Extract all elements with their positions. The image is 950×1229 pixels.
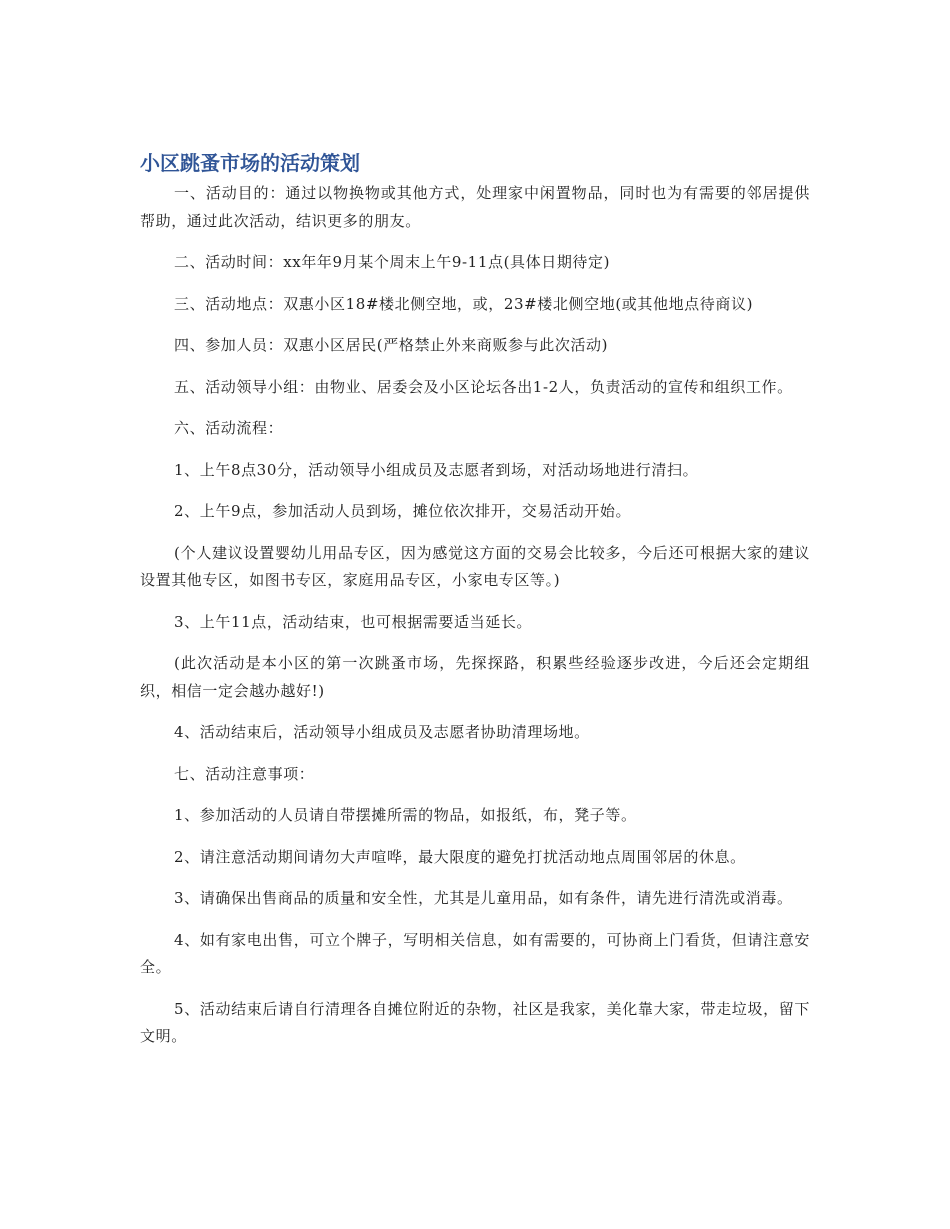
paragraph-purpose: 一、活动目的：通过以物换物或其他方式，处理家中闲置物品，同时也为有需要的邻居提供帮助，通过此次活动，结识更多的朋友。 [140,184,810,230]
paragraph-process-note-2: (此次活动是本小区的第一次跳蚤市场，先探探路，积累些经验逐步改进，今后还会定期组织，相信一定会越办越好!) [140,654,810,700]
paragraph-process-step-2: 2、上午9点，参加活动人员到场，摊位依次排开，交易活动开始。 [174,502,632,520]
paragraph-location: 三、活动地点：双惠小区18#楼北侧空地，或，23#楼北侧空地(或其他地点待商议) [174,294,754,313]
paragraph-notes-heading: 七、活动注意事项： [174,764,315,783]
paragraph-note-5: 5、活动结束后请自行清理各自摊位附近的杂物，社区是我家，美化靠大家，带走垃圾，留下文明。 [140,999,810,1045]
paragraph-participants: 四、参加人员：双惠小区居民(严格禁止外来商贩参与此次活动) [174,336,609,354]
paragraph-leadership: 五、活动领导小组：由物业、居委会及小区论坛各出1-2人，负责活动的宣传和组织工作。 [174,377,793,396]
document-page [140,148,810,1065]
paragraph-note-2: 2、请注意活动期间请勿大声喧哗，最大限度的避免打扰活动地点周围邻居的休息。 [174,847,746,866]
paragraph-time: 二、活动时间：xx年年9月某个周末上午9-11点(具体日期待定) [174,253,611,271]
paragraph-note-3: 3、请确保出售商品的质量和安全性，尤其是儿童用品，如有条件，请先进行清洗或消毒。 [174,889,793,907]
paragraph-process-step-1: 1、上午8点30分，活动领导小组成员及志愿者到场，对活动场地进行清扫。 [174,460,699,479]
paragraph-note-4: 4、如有家电出售，可立个牌子，写明相关信息，如有需要的，可协商上门看货，但请注意安全。 [140,930,810,976]
paragraph-note-1: 1、参加活动的人员请自带摆摊所需的物品，如报纸，布，凳子等。 [174,806,637,824]
paragraph-process-heading: 六、活动流程： [174,419,284,437]
document-body [140,180,810,1051]
paragraph-process-step-3: 3、上午11点，活动结束，也可根据需要适当延长。 [174,612,533,631]
document-title: 小区跳蚤市场的活动策划 [140,151,360,175]
paragraph-process-note-1: (个人建议设置婴幼儿用品专区，因为感觉这方面的交易会比较多，今后还可根据大家的建议设置其他专区，如图书专区，家庭用品专区，小家电专区等。) [140,543,810,589]
paragraph-process-step-4: 4、活动结束后，活动领导小组成员及志愿者协助清理场地。 [174,723,590,741]
